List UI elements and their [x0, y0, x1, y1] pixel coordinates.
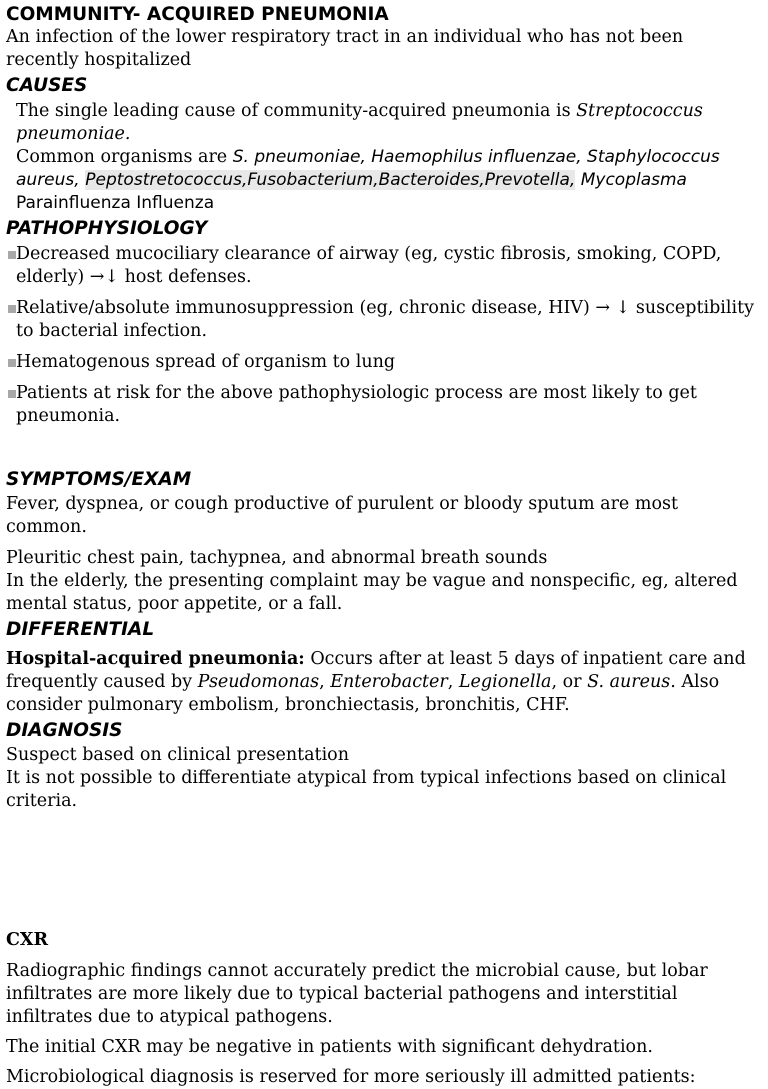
organism-italic: Legionella — [458, 672, 552, 692]
bullet-square-icon — [8, 305, 16, 313]
symptoms-paragraph: Pleuritic chest pain, tachypnea, and abnormal breath sounds — [6, 548, 548, 568]
causes-heading: CAUSES — [6, 75, 88, 96]
differential-paragraph: Hospital-acquired pneumonia: Occurs after at least 5 days of inpatient care and frequently caused by Pseudomonas, Enterobacter, Legionella, or S. aureus. Also consider pulmonary embolism, bronchiectasis, bronchitis, CHF. — [6, 649, 746, 715]
organisms-highlighted: Peptostretococcus,Fusobacterium,Bacteroides,Prevotella, — [85, 170, 576, 190]
cxr-paragraph: The initial CXR may be negative in patients with significant dehydration. — [6, 1037, 653, 1057]
causes-text: Common organisms are — [16, 147, 233, 167]
causes-text: The single leading cause of community-acquired pneumonia is — [16, 101, 577, 121]
bullet-square-icon — [8, 390, 16, 398]
bullet-square-icon — [8, 251, 16, 259]
organisms-list: S. pneumoniae, Haemophilus influenzae, Staphylococcus aureus, — [16, 147, 720, 190]
organism-italic: Enterobacter — [330, 672, 448, 692]
symptoms-heading: SYMPTOMS/EXAM — [6, 469, 192, 490]
causes-line-leading — [16, 100, 758, 146]
spacer — [6, 436, 758, 466]
spacer — [6, 813, 758, 929]
symptoms-paragraph: In the elderly, the presenting complaint may be vague and nonspecific, eg, altered mental status, poor appetite, or a fall. — [6, 571, 738, 614]
diagnosis-paragraph: It is not possible to differentiate atypical from typical infections based on clinical criteria. — [6, 768, 727, 811]
causes-section — [6, 100, 758, 215]
pathophysiology-list — [6, 243, 758, 428]
symptoms-paragraph: Fever, dyspnea, or cough productive of purulent or bloody sputum are most common. — [6, 494, 678, 537]
bullet-square-icon — [8, 359, 16, 367]
causes-organism-italic: Streptococcus pneumoniae. — [16, 101, 703, 144]
cxr-heading: CXR — [6, 930, 49, 950]
organisms-tail: Mycoplasma — [575, 170, 687, 190]
intro-paragraph: An infection of the lower respiratory tract in an individual who has not been recently hospitalized — [6, 27, 684, 70]
list-item: Hematogenous spread of organism to lung — [6, 351, 758, 374]
differential-label: Hospital-acquired pneumonia: — [6, 649, 305, 669]
diagnosis-paragraph: Suspect based on clinical presentation — [6, 745, 349, 765]
list-item: Patients at risk for the above pathophysiologic process are most likely to get pneumonia. — [6, 382, 758, 428]
causes-line-organisms — [16, 146, 758, 192]
list-item: Relative/absolute immunosuppression (eg, chronic disease, HIV) → ↓ susceptibility to bacterial infection. — [6, 297, 758, 343]
organisms-last-line: Parainfluenza Influenza — [16, 193, 215, 213]
cxr-paragraph: Microbiological diagnosis is reserved for more seriously ill admitted patients: — [6, 1067, 696, 1087]
organism-italic: S. aureus — [587, 672, 671, 692]
pathophysiology-heading: PATHOPHYSIOLOGY — [6, 218, 208, 239]
organism-italic: Pseudomonas — [197, 672, 320, 692]
diagnosis-heading: DIAGNOSIS — [6, 720, 123, 741]
cxr-paragraph: Radiographic findings cannot accurately predict the microbial cause, but lobar infiltrates are more likely due to typical bacterial pathogens and interstitial infiltrates due to atypical pathogens. — [6, 961, 708, 1027]
document-title: COMMUNITY- ACQUIRED PNEUMONIA — [6, 4, 389, 25]
differential-heading: DIFFERENTIAL — [6, 619, 155, 640]
list-item: Decreased mucociliary clearance of airway (eg, cystic fibrosis, smoking, COPD, elderly) →↓ host defenses. — [6, 243, 758, 289]
